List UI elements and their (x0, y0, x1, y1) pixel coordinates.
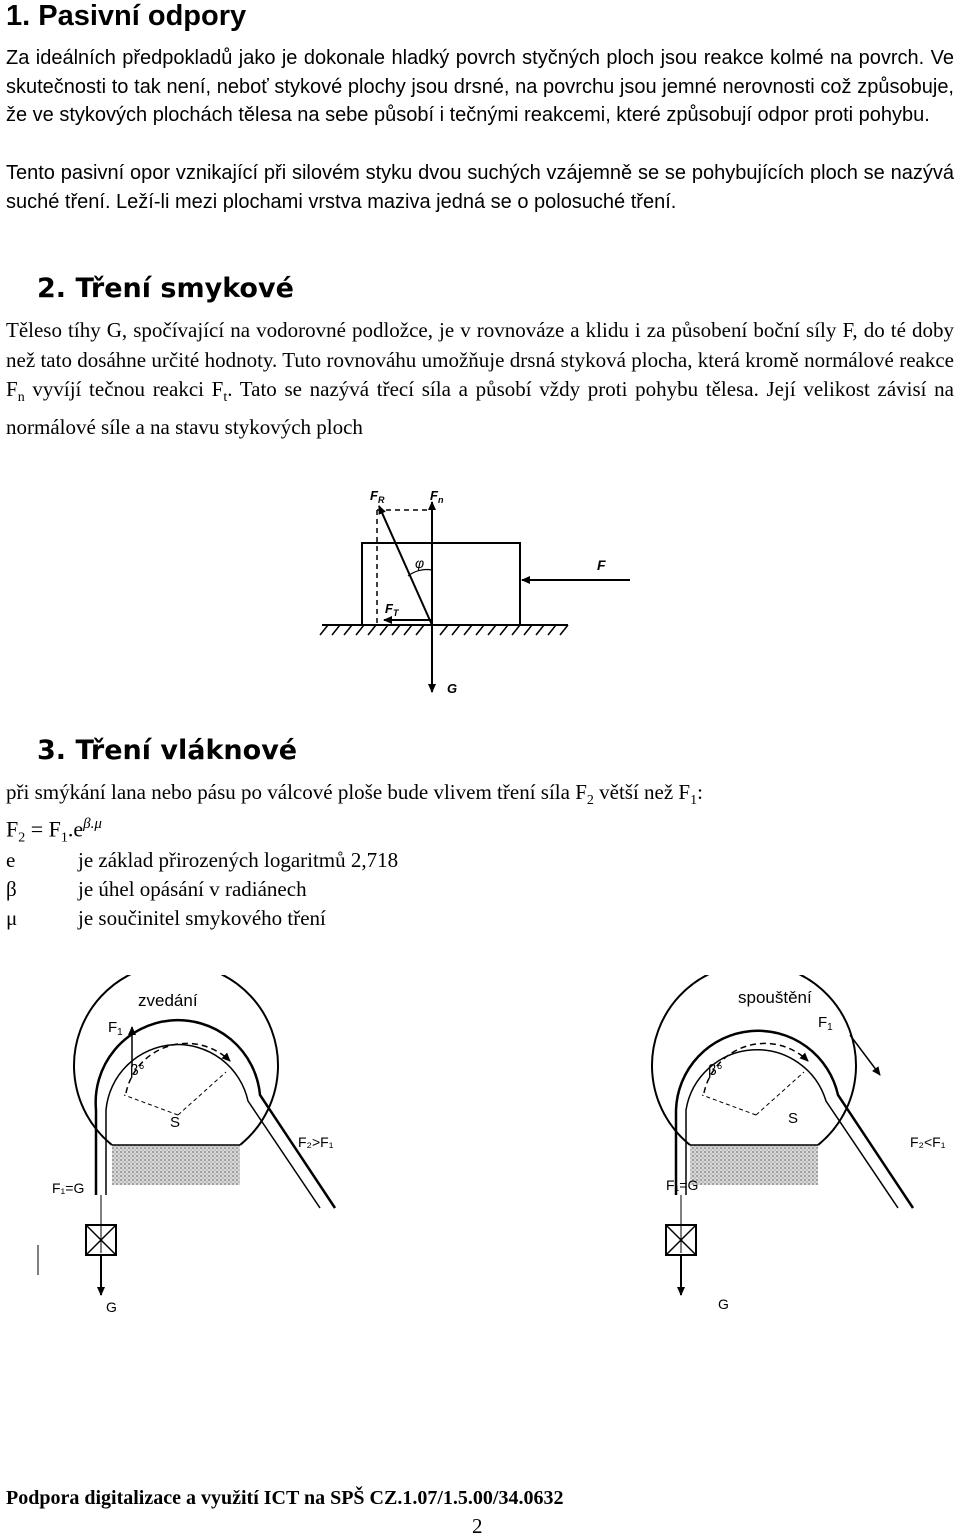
def-text-mu: je součinitel smykového tření (78, 906, 326, 930)
def-text-e: je základ přirozených logaritmů 2,718 (78, 848, 399, 872)
lifting-title: zvedání (138, 991, 198, 1010)
section-1-title: 1. Pasivní odpory (6, 0, 247, 32)
label-FR: $F_R$ (370, 488, 385, 505)
formula-e: .e (67, 816, 84, 842)
lifting-label-beta: β° (130, 1062, 145, 1079)
sliding-friction-diagram (300, 480, 660, 710)
lifting-label-G: G (106, 1299, 117, 1315)
label-G: G (447, 681, 458, 696)
formula-exponent: β.μ (83, 816, 102, 832)
label-FT: $F_T$ (385, 601, 399, 618)
def-symbol-mu: μ (6, 906, 18, 930)
drum-base (112, 1145, 240, 1185)
lowering-label-F1G: F₁=G (666, 1177, 699, 1193)
def-symbol-e: e (6, 848, 16, 872)
formula-sub-2: 2 (18, 830, 26, 846)
rope-friction-lowering-diagram (600, 975, 960, 1325)
section-2-title: 2. Tření smykové (37, 273, 294, 304)
lowering-label-G: G (718, 1296, 729, 1312)
section-2-sub-t: t (223, 390, 228, 406)
footer-text: Podpora digitalizace a využití ICT na SPŠ CZ.1.07/1.5.00/34.0632 (6, 1487, 564, 1509)
section-2-text-b: vyvíjí tečnou reakci F (24, 377, 224, 401)
lowering-label-F1: $F_1$ (818, 1014, 833, 1033)
section-1-paragraph-1: Za ideálních předpokladů jako je dokonale hladký povrch styčných ploch jsou reakce kolmé na povrch. Ve skutečnosti to tak není, neboť stykové plochy jsou drsné, na povrchu jsou jemné nerovnosti což způsobuje, že ve stykových plochách tělesa na sebe působí i tečnými reakcemi, které způsobují odpor proti pohybu. (6, 47, 954, 127)
label-F: F (597, 557, 606, 573)
section-3-title: 3. Tření vláknové (37, 735, 298, 766)
section-2-paragraph (6, 316, 954, 442)
intro-text-a: při smýkání lana nebo pásu po válcové ploše bude vlivem tření síla F (6, 780, 587, 804)
rope-friction-lifting-diagram (20, 975, 400, 1325)
label-Fn: $F_n$ (430, 488, 444, 505)
intro-sub-2: 2 (586, 793, 594, 809)
page-number: 2 (472, 1514, 483, 1538)
intro-text-c: : (697, 780, 703, 804)
def-symbol-beta: β (6, 877, 17, 901)
section-2-text-a: Těleso tíhy G, spočívající na vodorovné podložce, je v rovnováze a klidu i za působení boční síly F, do té doby než tato dosáhne určité hodnoty. Tuto rovnováhu umožňuje drsná styková plocha, která kromě normálové reakce F (6, 318, 954, 401)
def-text-beta: je úhel opásání v radiánech (78, 877, 307, 901)
lifting-label-S: S (170, 1114, 181, 1131)
section-3-intro (6, 780, 703, 809)
section-2-text-c: . Tato se nazývá třecí síla a působí vždy proti pohybu tělesa. Její velikost závisí na normálové síle a na stavu stykových ploch (6, 377, 954, 439)
formula-sub-1: 1 (60, 830, 68, 846)
section-2-sub-n: n (17, 390, 25, 406)
intro-text-b: větší než F (593, 780, 691, 804)
formula-F2: F (6, 816, 19, 842)
drum-base-right (690, 1145, 818, 1185)
intro-sub-1: 1 (690, 793, 698, 809)
label-phi: φ (415, 555, 425, 571)
section-1-paragraph-2: Tento pasivní opor vznikající při silovém styku dvou suchých vzájemně se se pohybujících ploch se nazývá suché tření. Leží-li mezi plochami vrstva maziva jedná se o polosuché tření. (6, 162, 954, 213)
lowering-label-S: S (788, 1110, 799, 1127)
formula-equals: = F (25, 816, 61, 842)
lifting-label-F1: $F_1$ (108, 1019, 123, 1038)
formula (6, 816, 102, 847)
ground-hatching (320, 625, 568, 635)
lowering-title: spouštění (738, 988, 812, 1007)
lifting-label-F2rel: F₂>F₁ (298, 1134, 334, 1150)
lowering-label-F2rel: F₂<F₁ (910, 1134, 946, 1150)
lowering-label-beta: β° (708, 1062, 723, 1079)
lifting-label-F1G: F₁=G (52, 1180, 85, 1196)
